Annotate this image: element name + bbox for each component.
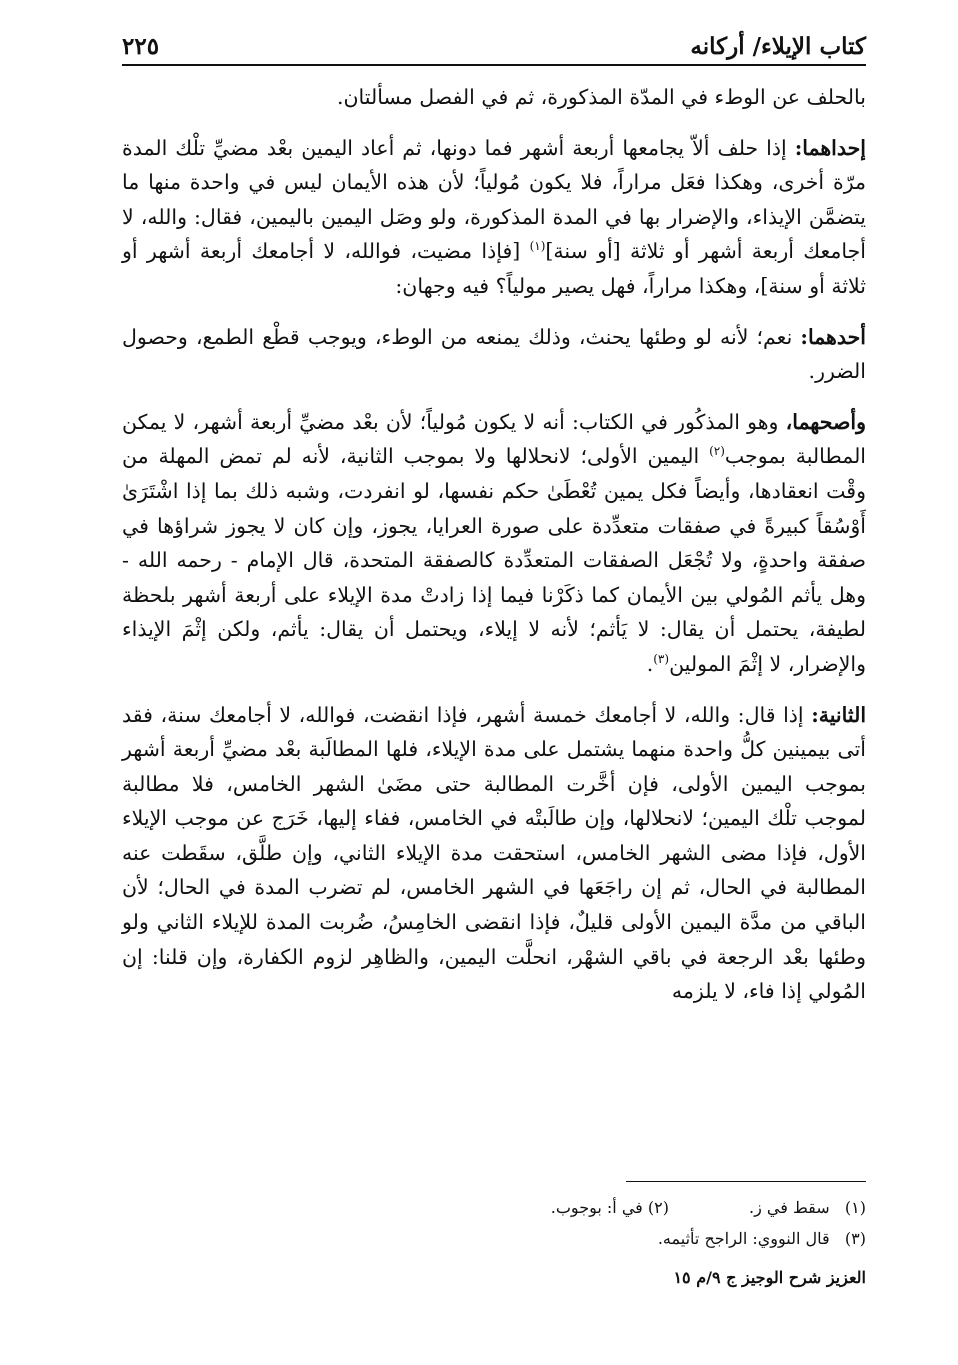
footnotes bbox=[330, 1192, 866, 1254]
paragraph-text: إذا قال: والله، لا أجامعك خمسة أشهر، فإذا انقضت، فوالله، لا أجامعك سنة، فقد أتى بيمينين كلُّ واحدة منهما يشتمل على مدة الإيلاء، فلها المطالَبة بعْد مضيِّ أربعة أشهر بموجب اليمين الأولى، فإن أخَّرت المطالبة حتى مضَىٰ الشهر الخامس، فلا مطالبة لموجب تلْك اليمين؛ لانحلالها، وإن طالَبتْه في الخامس، ففاء إليها، خَرَج عن موجب الإيلاء الأول، فإذا مضى الشهر الخامس، استحقت مدة الإيلاء الثاني، وإن طلَّق، سقَطت عنه المطالبة في الحال، ثم إن راجَعَها في الشهر الخامس، لم تضرب المدة في الحال؛ لأن الباقي من مدَّة اليمين الأولى قليلٌ، فإذا انقضى الخامِسُ، ضُربت المدة للإيلاء الثاني ولو وطئها بعْد الرجعة في باقي الشهْر، انحلَّت اليمين، والظاهِر لزوم الكفارة، وإن قلنا: إن المُولي إذا فاء، لا يلزمه bbox=[122, 702, 866, 1004]
footnote-rule bbox=[626, 1181, 866, 1182]
paragraph-text: نعم؛ لأنه لو وطئها يحنث، وذلك يمنعه من الوطء، ويوجب قطْع الطمع، وحصول الضرر. bbox=[122, 324, 866, 384]
footnote-2 bbox=[551, 1192, 669, 1223]
footnote-text: قال النووي: الراجح تأثيمه. bbox=[657, 1229, 830, 1248]
paragraph-first-issue bbox=[122, 131, 866, 304]
footnote-number: (٢) bbox=[647, 1198, 669, 1217]
footnote-number: (٣) bbox=[844, 1229, 866, 1248]
header-rule bbox=[122, 64, 866, 66]
running-title: كتاب الإيلاء/ أركانه bbox=[690, 33, 866, 60]
footnote-ref: (٢) bbox=[709, 444, 725, 459]
paragraph-text: [فإذا مضيت، فوالله، لا أجامعك أربعة أشهر أو ثلاثة أو سنة]، وهكذا مراراً، فهل يصير مولياً؟ فيه وجهان: bbox=[122, 239, 866, 298]
paragraph-text: اليمين الأولى؛ لانحلالها ولا بموجب الثانية، لأنه لم تمض المهلة من وقْت انعقادها، وأيضاً فكل يمين تُعْطَىٰ حكم نفسها، لو انفردت، وشبه ذلك بما إذا اشْتَرَىٰ أَوْسُقاً كبيرةً في صفقات متعدِّدة على صورة العرايا، يجوز، وإن كان لا يجوز شراؤها في صفقة واحدةٍ، ولا تُجْعَل الصفقات المتعدِّدة كالصفقة المتحدة، قال الإمام - رحمه الله - وهل يأثم المُولي بين الأيمان كما ذكَرْنا فيما إذا زادتْ مدة الإيلاء على أربعة أشهر بلحظة لطيفة، يحتمل أن يقال: لا يَأثم؛ لأنه لا إيلاء، ويحتمل أن يقال: يأثم، ولكن إثْمَ الإيذاء والإضرار، لا إثْمَ المولين bbox=[122, 444, 866, 676]
paragraph-sound-view bbox=[122, 405, 866, 682]
printer-signature: العزيز شرح الوجيز ج ٩/م ١٥ bbox=[673, 1268, 866, 1287]
paragraph-text: . bbox=[646, 651, 654, 676]
paragraph-term: إحداهما: bbox=[794, 135, 866, 160]
footnote-text: سقط في ز. bbox=[748, 1198, 830, 1217]
footnote-text: في أ: بوجوب. bbox=[550, 1198, 643, 1217]
footnote-3 bbox=[658, 1223, 866, 1254]
page-number: ٢٢٥ bbox=[122, 33, 160, 60]
footnote-row bbox=[330, 1223, 866, 1254]
paragraph-term: أحدهما: bbox=[800, 324, 866, 349]
paragraph-text: إذا حلف ألاّ يجامعها أربعة أشهر فما دونها، ثم أعاد اليمين بعْد مضيِّ تلْك المدة مرّة أخرى، وهكذا فعَل مراراً، فلا يكون مُولياً؛ لأن هذه الأيمان ليس في واحدة منها ما يتضمَّن الإيذاء، والإضرار بها في المدة المذكورة، ولو وصَل اليمين باليمين، فقال: والله، لا أجامعك أربعة أشهر أو ثلاثة [أو سنة] bbox=[122, 135, 866, 264]
paragraph-second-issue bbox=[122, 698, 866, 1009]
paragraph-first-view bbox=[122, 320, 866, 389]
page-header bbox=[122, 18, 866, 60]
footnote-ref: (١) bbox=[529, 239, 546, 254]
footnote-1 bbox=[749, 1192, 866, 1223]
main-text bbox=[122, 80, 866, 1009]
paragraph-term: الثانية: bbox=[811, 702, 867, 727]
footnote-ref: (٣) bbox=[653, 652, 670, 667]
paragraph-text: وهو المذكُور في الكتاب: أنه لا يكون مُولياً؛ لأن بعْد مضيِّ أربعة أشهر، لا يمكن المطالبة بموجب bbox=[122, 409, 867, 469]
paragraph-intro bbox=[122, 80, 866, 115]
footnote-number: (١) bbox=[844, 1198, 866, 1217]
footnote-row bbox=[330, 1192, 866, 1223]
paragraph-text: بالحلف عن الوطء في المدّة المذكورة، ثم في الفصل مسألتان. bbox=[336, 85, 866, 109]
paragraph-term: وأصحهما، bbox=[785, 409, 866, 434]
